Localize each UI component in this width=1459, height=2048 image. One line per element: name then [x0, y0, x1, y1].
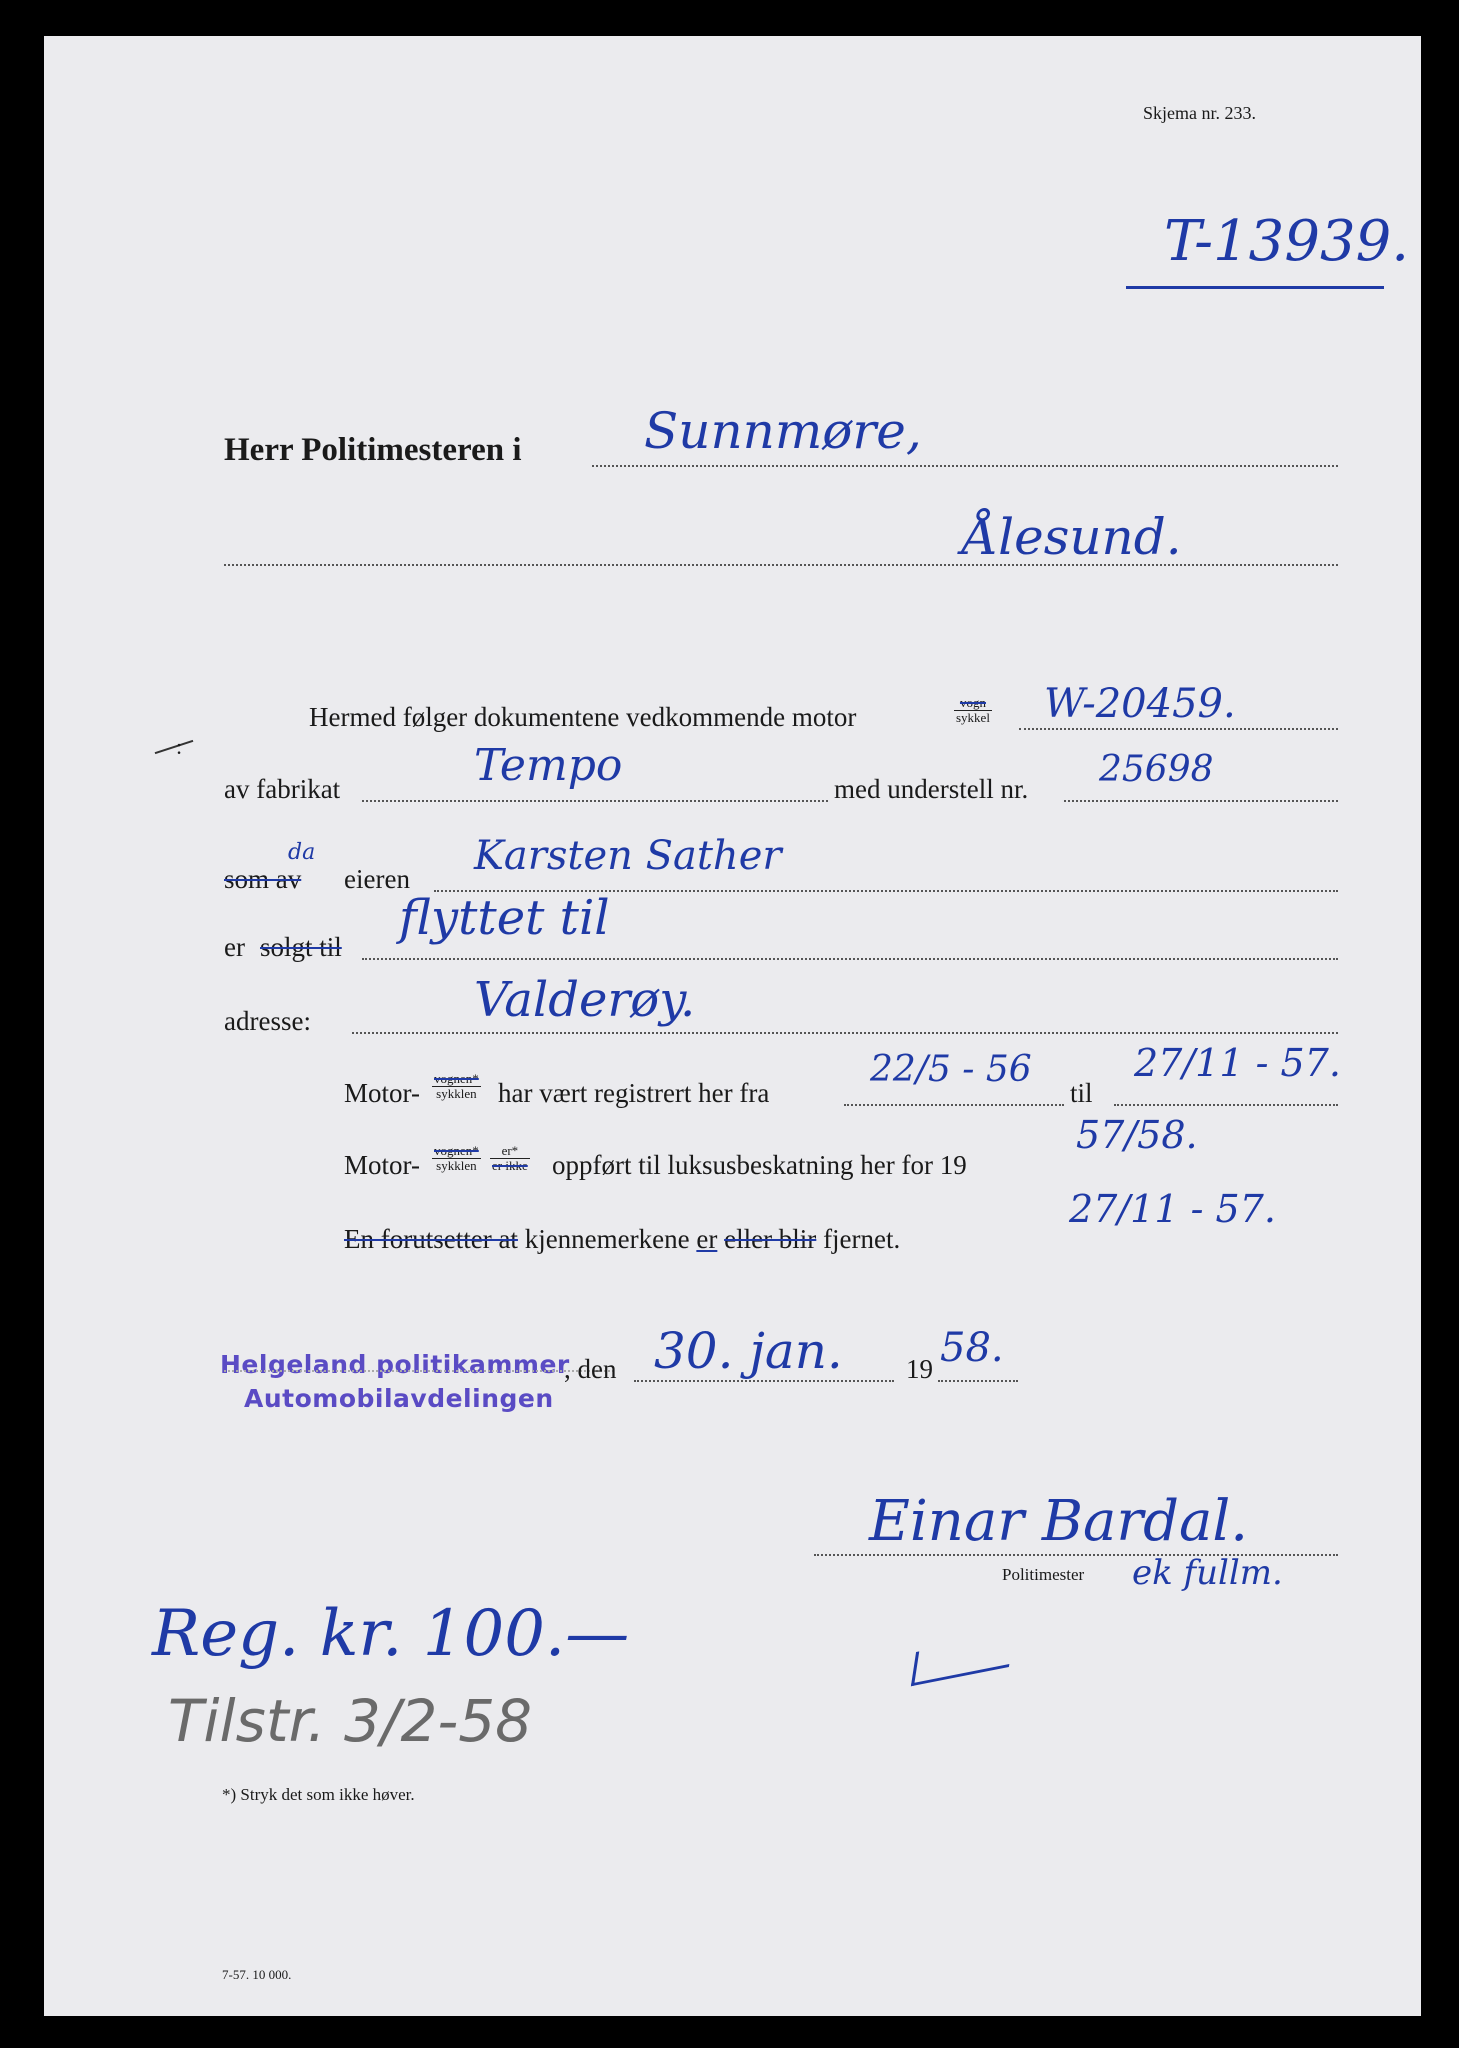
er-dots	[362, 958, 1338, 960]
stamp-line1: Helgeland politikammer	[220, 1350, 570, 1379]
som-av-correction: da	[288, 840, 316, 865]
frac-vognen-top-2: vognen*	[434, 1143, 479, 1158]
frac-er-bottom: er ikke	[492, 1158, 528, 1174]
frac-vognen-sykklen-1	[432, 1072, 481, 1102]
note-pencil: Tilstr. 3/2-58	[168, 1687, 533, 1755]
forutsetter-struck: En forutsetter at	[344, 1224, 518, 1254]
year-value: 58.	[940, 1325, 1004, 1371]
stamp-line2: Automobilavdelingen	[244, 1384, 554, 1413]
recipient-line2: Ålesund.	[962, 508, 1182, 566]
sign-suffix: ek fullm.	[1132, 1553, 1283, 1593]
label-fabrikat: av fabrikat	[224, 774, 341, 804]
den-text: , den	[564, 1354, 617, 1384]
recipient-line1-dots	[592, 465, 1338, 467]
fjernet-word: fjernet.	[823, 1224, 901, 1254]
registered-text: har vært registrert her fra	[498, 1078, 770, 1108]
er-value: flyttet til	[399, 890, 610, 946]
form-sheet	[44, 36, 1421, 2016]
print-code: 7-57. 10 000.	[222, 1967, 292, 1982]
footnote: *) Stryk det som ikke høver.	[222, 1785, 415, 1804]
fabrikat-dots	[362, 800, 828, 802]
solgt-til-struck: solgt til	[260, 932, 342, 962]
label-eieren: eieren	[344, 864, 410, 894]
date-dots	[634, 1380, 894, 1382]
frac-er-erikke	[490, 1144, 530, 1174]
date-from-dots	[844, 1104, 1064, 1106]
owner-value: Karsten Sather	[474, 833, 782, 879]
date-to-dots	[1114, 1104, 1338, 1106]
form-number: Skjema nr. 233.	[1143, 103, 1256, 123]
frac-vogn-bottom: sykkel	[956, 710, 990, 726]
fjernet-date: 27/11 - 57.	[1069, 1187, 1276, 1231]
motor-prefix-2: Motor-	[344, 1150, 420, 1180]
frac-vognen-bottom-1: sykklen	[436, 1086, 477, 1102]
heading: Herr Politimesteren i	[224, 432, 522, 468]
stamp-dots	[224, 1370, 614, 1372]
year-dots	[938, 1380, 1018, 1382]
er-prefix: er	[224, 932, 245, 962]
date-from: 22/5 - 56	[870, 1049, 1032, 1090]
label-understell: med understell nr.	[834, 774, 1029, 804]
signature: Einar Bardal.	[869, 1489, 1249, 1554]
frac-vognen-sykklen-2	[432, 1144, 481, 1174]
note-amount: Reg. kr. 100.—	[152, 1597, 630, 1671]
som-av-struck: som av	[224, 864, 302, 894]
frac-vognen-bottom-2: sykklen	[436, 1158, 477, 1174]
frac-vogn-top: vogn	[954, 696, 992, 711]
luksus-value: 57/58.	[1076, 1113, 1198, 1157]
frac-vognen-top-1: vognen*	[434, 1071, 479, 1086]
eller-blir-struck: eller blir	[724, 1224, 817, 1254]
date-value: 30. jan.	[654, 1322, 843, 1380]
label-til: til	[1070, 1078, 1093, 1108]
sign-title: Politimester	[1002, 1565, 1085, 1584]
recipient-line1: Sunnmøre,	[644, 402, 922, 460]
adresse-dots	[352, 1032, 1338, 1034]
forutsetter-line	[344, 1226, 900, 1253]
reg-number: W-20459.	[1044, 681, 1236, 727]
motor-prefix-1: Motor-	[344, 1078, 420, 1108]
date-to: 27/11 - 57.	[1134, 1041, 1341, 1085]
case-number-underline	[1126, 286, 1384, 289]
understell-value: 25698	[1099, 749, 1214, 790]
kjennemerkene-word: kjennemerkene	[524, 1224, 690, 1254]
adresse-value: Valderøy.	[474, 972, 696, 1028]
er-word-underlined: er	[696, 1224, 718, 1254]
margin-colon: :	[176, 734, 183, 759]
understell-dots	[1064, 800, 1338, 802]
reg-number-dots	[1019, 728, 1338, 730]
margin-mark	[155, 740, 194, 754]
case-number: T-13939.	[1164, 209, 1409, 274]
frac-er-top: er*	[490, 1144, 530, 1159]
frac-vogn-sykkel	[954, 696, 992, 726]
check-mark	[911, 1633, 1014, 1687]
year-prefix: 19	[906, 1354, 933, 1384]
fabrikat-value: Tempo	[474, 740, 623, 791]
label-adresse: adresse:	[224, 1006, 311, 1036]
intro-text: Hermed følger dokumentene vedkommende motor	[309, 702, 857, 732]
luksus-text: oppført til luksusbeskatning her for 19	[552, 1150, 967, 1180]
